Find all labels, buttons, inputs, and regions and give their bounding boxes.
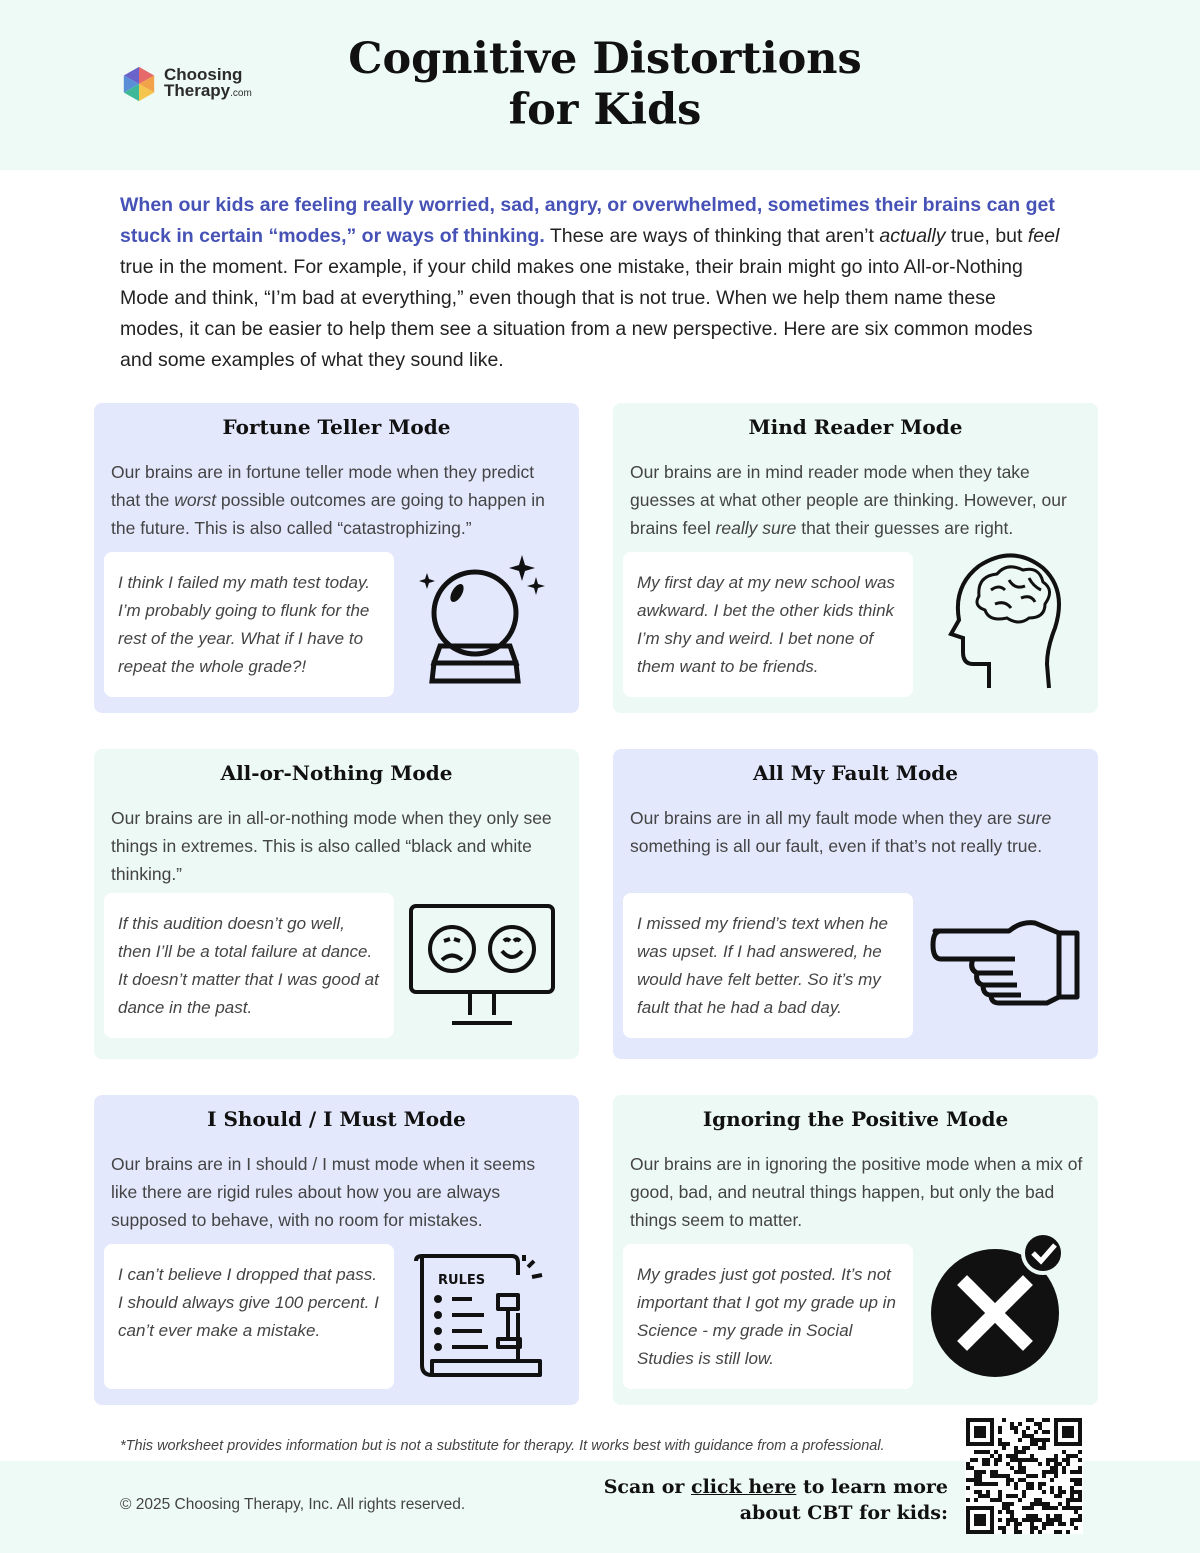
example-quote: I think I failed my math test today. I’m probably going to flunk for the rest of the year. What if I have to repeat the whole grade?! [104, 552, 394, 697]
card-description: Our brains are in all my fault mode when they are sure something is all our fault, even if that’s not really true. [630, 808, 1052, 856]
x-check-icon [929, 1233, 1085, 1391]
copyright-text: © 2025 Choosing Therapy, Inc. All rights reserved. [120, 1496, 466, 1513]
card-title: All-or-Nothing Mode [220, 761, 453, 785]
brand-logo[interactable] [120, 64, 252, 104]
intro-highlight: When our kids are feeling really worried, sad, angry, or overwhelmed, sometimes their brains can get stuck in certain “modes,” or ways of thinking. [120, 194, 1055, 247]
cta-line2: about CBT for kids: [739, 1502, 948, 1524]
example-quote: I missed my friend’s text when he was upset. If I had answered, he would have felt better. So it’s my fault that he had a bad day. [623, 893, 913, 1038]
disclaimer-footnote: *This worksheet provides information but is not a substitute for therapy. It works best with guidance from a professional. [120, 1438, 885, 1454]
card-title: I Should / I Must Mode [207, 1107, 466, 1131]
example-quote: My first day at my new school was awkward. I bet the other kids think I’m shy and weird. I bet none of them want to be friends. [623, 552, 913, 697]
title-line1: Cognitive Distortions [348, 34, 862, 84]
card-title: Ignoring the Positive Mode [702, 1107, 1009, 1131]
logo-mark-icon [120, 64, 158, 104]
crystal-ball-icon [412, 551, 552, 691]
title-line2: for Kids [508, 85, 702, 135]
card-all-my-fault [613, 749, 1098, 1059]
logo-line2: Therapy.com [164, 80, 252, 100]
example-quote: I can’t believe I dropped that pass. I should always give 100 percent. I can’t ever make a mistake. [104, 1244, 394, 1389]
logo-wordmark [164, 64, 252, 102]
card-description: Our brains are in mind reader mode when they take guesses at what other people are thinking. However, our brains feel really sure that their guesses are right. [630, 462, 1067, 538]
card-description: Our brains are in ignoring the positive mode when a mix of good, bad, and neutral things happen, but only the bad things seem to matter. [630, 1154, 1083, 1230]
pointing-hand-icon [929, 917, 1083, 1009]
card-ignoring-the-positive [613, 1095, 1098, 1405]
cbt-call-to-action [604, 1474, 948, 1526]
cta-line1: Scan or click here to learn more [603, 1476, 948, 1498]
card-title: Mind Reader Mode [748, 415, 963, 439]
card-description: Our brains are in I should / I must mode when it seems like there are rigid rules about how you are always supposed to behave, with no room for mistakes. [111, 1154, 536, 1230]
intro-paragraph: When our kids are feeling really worried, sad, angry, or overwhelmed, sometimes their brains can get stuck in certain “modes,” or ways of thinking. These are ways of thinking that aren’t actually true, but feel true in the moment. For example, if your child makes one mistake, their brain might go into All-or-Nothing Mode and think, “I’m bad at everything,” even though that is not true. When we help them name these modes, it can be easier to help them see a situation from a new perspective. Here are six common modes and some examples of what they sound like. [120, 194, 1060, 371]
logo-line1: Choosing [164, 64, 243, 84]
head-brain-icon [935, 546, 1075, 694]
card-i-should-i-must [94, 1095, 579, 1405]
example-quote: My grades just got posted. It’s not important that I got my grade up in Science - my grade in Social Studies is still low. [623, 1244, 913, 1389]
card-mind-reader [613, 403, 1098, 713]
happy-sad-monitor-icon [408, 903, 556, 1029]
card-title: Fortune Teller Mode [222, 415, 451, 439]
card-all-or-nothing [94, 749, 579, 1059]
page-title [300, 34, 910, 136]
rules-gavel-icon [412, 1253, 552, 1379]
card-fortune-teller [94, 403, 579, 713]
card-description: Our brains are in all-or-nothing mode when they only see things in extremes. This is also called “black and white thinking.” [111, 808, 552, 884]
click-here-link[interactable]: click here [691, 1476, 797, 1498]
card-title: All My Fault Mode [753, 761, 958, 785]
qr-code-icon[interactable] [965, 1418, 1083, 1534]
example-quote: If this audition doesn’t go well, then I’ll be a total failure at dance. It doesn’t matter that I was good at dance in the past. [104, 893, 394, 1038]
rules-label: RULES [438, 1273, 486, 1288]
card-description: Our brains are in fortune teller mode when they predict that the worst possible outcomes are going to happen in the future. This is also called “catastrophizing.” [111, 462, 545, 538]
